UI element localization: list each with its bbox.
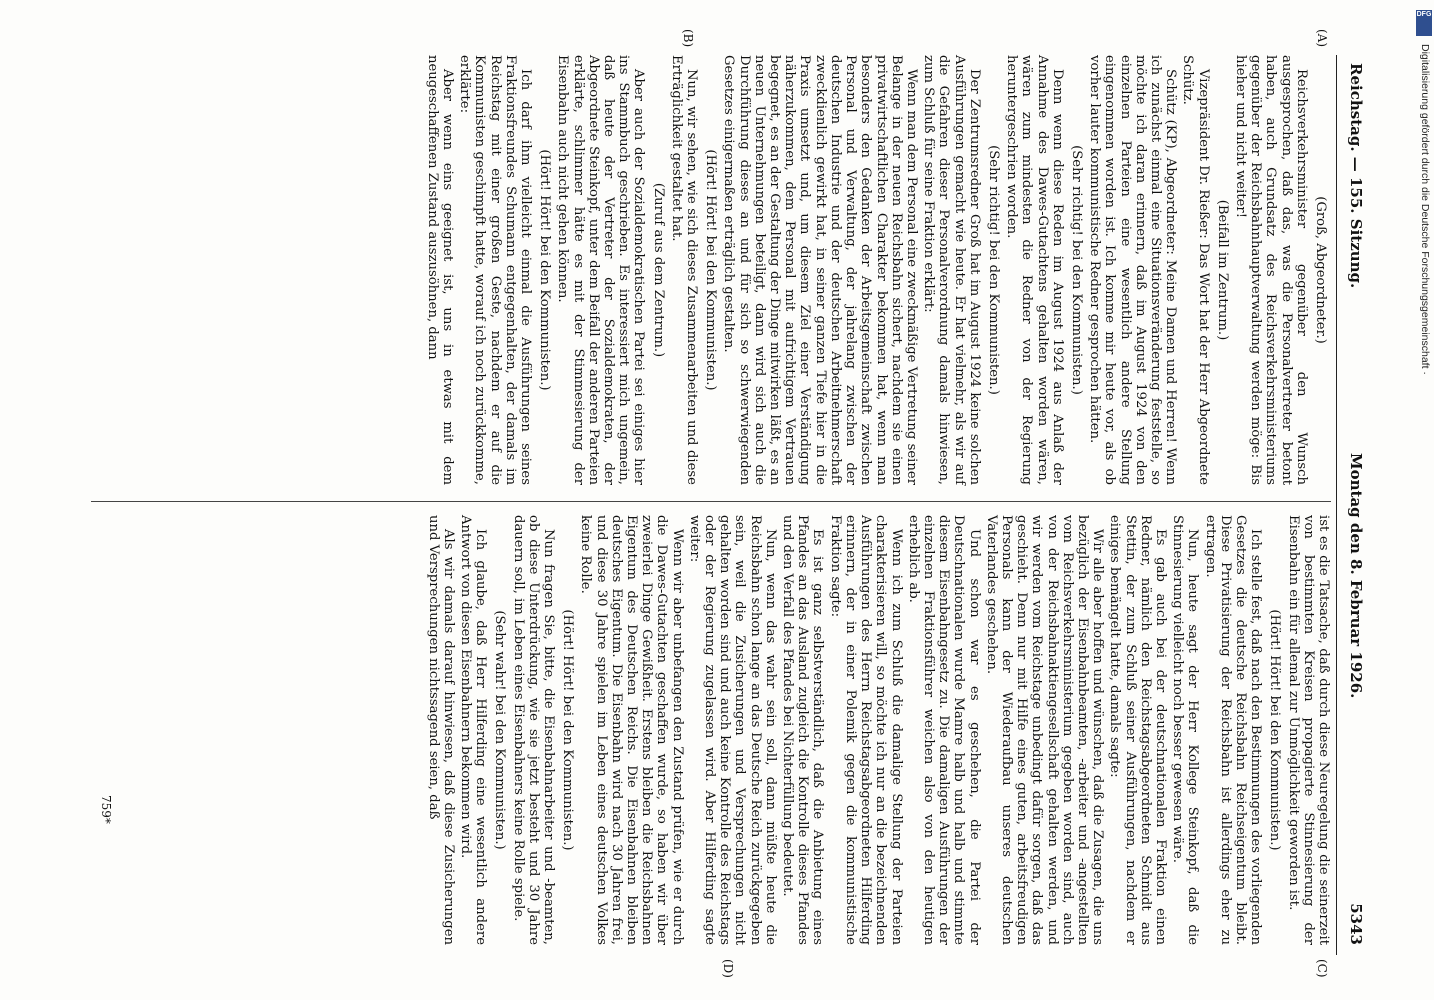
paragraph: Wir alle aber hoffen und wünschen, daß die Zusagen, die uns bezüglich der Eisenbahnbeamten, -arbeiter und -angestellten vom Reichsverkehrsministerium gegeben worden sind, auch von der Reichsbahnaktiengesellschaft gehalten werden, und wir werden vom Reichstage unbedingt dafür sorgen, daß das geschieht. Denn nur mit Hilfe eines guten, arbeitsfreudigen Personals kann der Wiederaufbau unseres deutschen Vaterlandes geschehen.: [983, 515, 1106, 945]
paragraph: (Groß, Abgeordneter.): [1313, 196, 1328, 344]
paragraph: Reichsverkehrsminister gegenüber den Wunsch ausgesprochen, daß das, was die Personalvertreter betont haben, auch Grundsatz des Reichsverkehrsministeriums gegenüber der Reichsbahnhauptverwaltung werden möge: Bis hieher und nicht weiter!: [1232, 55, 1309, 485]
paragraph: Ich glaube, daß Herr Hilferding eine wesentlich andere Antwort von diesen Eisenbahnern bekommen wird.: [458, 515, 489, 945]
paragraph: Es ist ganz selbstverständlich, daß die Anbietung eines Pfandes an das Ausland zugleich die Kontrolle dieses Pfandes und den Verfall des Pfandes bei Nichterfüllung bedeutet.: [780, 515, 826, 945]
paragraph: Ich darf ihm vielleicht einmal die Ausführungen seines Fraktionsfreundes Schumann entgegenhalten, der damals im Reichstag mit einer großen Geste, nachdem er auf die Kommunisten geschimpft hatte, worauf ich noch zurückkomme, erklärte:: [457, 55, 534, 485]
margin-mark-d: (D): [721, 959, 735, 978]
paragraph: Als wir damals darauf hinwiesen, daß diese Zusicherungen und Versprechungen nichtssagend seien, daß: [425, 515, 456, 945]
dfg-logo: DFG: [1416, 10, 1432, 36]
paragraph: Wenn wir aber unbefangen den Zustand prüfen, wie er durch die Dawes-Gutachten geschaffen wurde, so haben wir über zweierlei Dinge Gewißheit. Erstens bleiben die Reichsbahnen Eigentum des Deutschen Reichs. Die Eisenbahnen bleiben deutsches Eigentum. Die Eisenbahn wird nach 30 Jahren frei, und diese 30 Jahre spielen im Leben eines deutschen Volkes keine Rolle.: [578, 515, 685, 945]
running-header: [1336, 55, 1375, 955]
paragraph: (Hört! Hört! bei den Kommunisten.): [537, 149, 553, 391]
page-number: 5343: [1347, 903, 1365, 945]
paragraph: Wenn ich zum Schluß die damalige Stellung der Parteien charakterisieren will, so möchte ich nur an die bezeichnenden Ausführungen des Herrn Reichstagsabgeordneten Hilferding erinnern, der in einer Polemik gegen die kommunistische Fraktion sagte:: [827, 515, 904, 945]
paragraph: (Hört! Hört! bei den Kommunisten.): [560, 609, 576, 851]
paragraph: Und schon war es geschehen, die Partei der Deutschnationalen wurde Mamre halb und halb und stimmte diesem Eisenbahngesetz zu. Die damaligen Ausführungen der einzelnen Fraktionsführer weichen also von den heutigen erheblich ab.: [905, 515, 982, 945]
paragraph: ist es die Tatsache, daß durch diese Neuregelung die seinerzeit von bestimmten Kreisen propagierte Stinnesierung der Eisenbahn ein für allemal zur Unmöglichkeit geworden ist.: [1285, 515, 1331, 945]
paragraph: Nun, heute sagt der Herr Kollege Steinkopf, daß die Stinnesierung vielleicht noch besser gewesen wäre.: [1170, 515, 1201, 945]
paragraph: Es gab auch bei der deutschnationalen Fraktion einen Redner, nämlich den Reichstagsabgeordneten Schmidt aus Stettin, der zum Schluß seiner Ausführungen, nachdem er einiges bemängelt hatte, damals sagte:: [1107, 515, 1168, 945]
paragraph: Wenn man dem Personal eine zweckmäßige Vertretung seiner Belange in der neuen Reichsbahn sichert, nachdem sie einen privatwirtschaftlichen Charakter bekommen hat, wenn man besonders den Gedanken der Arbeitsgemeinschaft zwischen Personal und Verwaltung, der jahrelang zwischen der deutschen Industrie und der deutschen Arbeitnehmerschaft zweckdienlich gewirkt hat, in seiner ganzen Tiefe hier in die Praxis umsetzt und, um diesem Ziel einer Verständigung näherzukommen, dem Personal mit aufrichtigem Vertrauen begegnet, es an der Gestaltung der Dinge mitwirken läßt, es an neuen Unternehmungen beteiligt, dann wird sich auch die Durchführung dieses an und für sich so schwerwiegenden Gesetzes einigermaßen erträglich gestalten.: [721, 55, 919, 485]
signature-mark: 759*: [99, 795, 113, 824]
header-left: Reichstag. — 155. Sitzung.: [1347, 63, 1365, 289]
credit-text: Digitalisierung gefördert durch die Deutsche Forschungsgemeinschaft ·: [1419, 44, 1431, 375]
paragraph: Nun, wenn das wahr sein soll, dann müßte heute die Reichsbahn schon lange an das Deutsche Reich zurückgegeben sein, weil die Zusicherungen und Versprechungen nicht gehalten worden sind und auch keine Kontrolle des Reichstags oder der Regierung zugelassen wird. Aber Hilferding sagte weiter:: [686, 515, 778, 945]
paragraph: (Hört! Hört! bei den Kommunisten.): [1267, 609, 1283, 851]
paragraph: (Hört! Hört! bei den Kommunisten.): [703, 149, 719, 391]
left-text-column: [423, 55, 1331, 485]
margin-mark-a: (A): [1315, 29, 1329, 48]
paragraph: Nun, wir sehen, wie sich dieses Zusammenarbeiten und diese Erträglichkeit gestaltet hat.: [668, 55, 700, 485]
header-date: Montag den 8. Februar 1926.: [1347, 453, 1365, 699]
digitization-credit: [1415, 10, 1433, 990]
paragraph: Vizepräsident Dr. Rießer: Das Wort hat der Herr Abgeordnete Schütz.: [1180, 55, 1211, 485]
paragraph: Nun fragen Sie, bitte, die Eisenbahnarbeiter und -beamten, ob diese Unterdrückung, wie sie jetzt besteht und 30 Jahre dauern soll, im Leben eines Eisenbahners keine Rolle spiele.: [510, 515, 557, 945]
paragraph: Schütz (KP), Abgeordneter: Meine Damen und Herren! Wenn ich zunächst einmal eine Situationsveränderung feststelle, so möchte ich daran erinnern, daß im August 1924 von den einzelnen Parteien eine wesentlich andere Stellung eingenommen worden ist. Ich komme mir heute vor, als ob vorher lauter kommunistische Redner gesprochen hätten.: [1087, 55, 1179, 485]
paragraph: Aber auch der Sozialdemokratischen Partei sei einiges hier ins Stammbuch geschrieben. Es interessiert mich ungemein, daß heute der Vertreter der Sozialdemokraten, der Abgeordnete Steinkopf, unter dem Beifall der anderen Parteien erklärte, schlimmer hätte es mit der Stimmesierung der Eisenbahn auch nicht gehen können.: [555, 55, 647, 485]
paragraph: Denn wenn diese Reden im August 1924 aus Anlaß der Annahme des Dawes-Gutachtens gehalten worden wären, wären zum mindesten die Redner von der Regierung heruntergeschrien worden.: [1004, 55, 1065, 485]
right-text-column: [423, 515, 1331, 945]
paragraph: (Zuruf aus dem Zentrum.): [650, 182, 666, 358]
rotated-document-page: [85, 29, 1375, 978]
paragraph: (Sehr wahr! bei den Kommunisten.): [492, 610, 508, 850]
margin-mark-b: (B): [681, 29, 695, 48]
paragraph: (Beifall im Zentrum.): [1214, 199, 1230, 341]
paragraph: (Sehr richtig! bei den Kommunisten.): [1068, 145, 1084, 395]
paragraph: Der Zentrumsredner Groß hat im August 1924 keine solchen Ausführungen gemacht wie heute. Er hat vielmehr, als wir auf die Gefahren dieser Personalverordnung damals hinwiesen, zum Schluß für seine Fraktion erklärt:: [921, 55, 982, 485]
paragraph: Aber wenn eins geeignet ist, uns in etwas mit dem neugeschaffenen Zustand auszusöhnen, dann: [424, 55, 456, 485]
margin-mark-c: (C): [1315, 959, 1329, 978]
paragraph: (Sehr richtig! bei den Kommunisten.): [985, 145, 1001, 395]
column-divider: [91, 501, 1331, 502]
paragraph: Ich stelle fest, daß nach den Bestimmungen des vorliegenden Gesetzes die deutsche Reichsbahn Reichseigentum bleibt. Diese Privatisierung der Reichsbahn ist allerdings eher zu ertragen.: [1202, 515, 1264, 945]
